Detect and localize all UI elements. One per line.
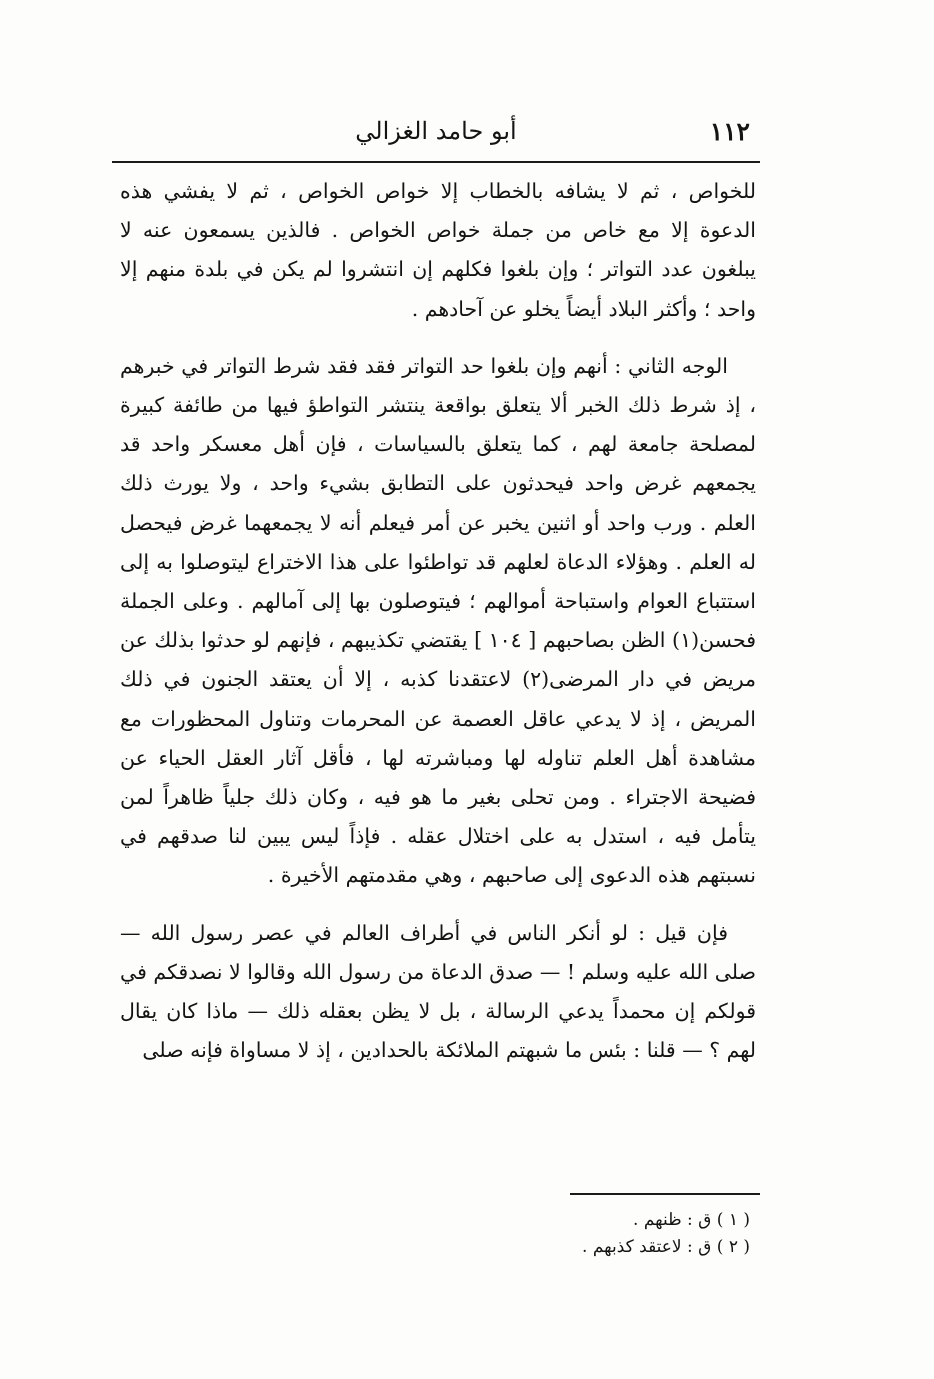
running-title: أبو حامد الغزالي [355, 117, 517, 145]
main-text [120, 172, 756, 1070]
paragraph-3: فإن قيل : لو أنكر الناس في أطراف العالم في عصر رسول الله — صلى الله عليه وسلم ! — صدق الدعاة من رسول الله وقالوا لا نصدقكم في قولكم إن محمداً يدعي الرسالة ، بل لا يظن بعقله ذلك — ماذا كان يقال لهم ؟ — قلنا : بئس ما شبهتم الملائكة بالحدادين ، إذ لا مساواة فإنه صلى [120, 920, 756, 1063]
footnote-divider [570, 1193, 760, 1195]
page-number: ١١٢ [709, 117, 750, 146]
footnote-2: ( ٢ ) ق : لاعتقد كذبهم . [582, 1237, 750, 1257]
header-divider [112, 161, 760, 163]
footnotes [420, 1207, 750, 1261]
paragraph-2: الوجه الثاني : أنهم وإن بلغوا حد التواتر فقد فقد شرط التواتر في خبرهم ، إذ شرط ذلك الخبر ألا يتعلق بواقعة ينتشر التواطؤ فيها من طائفة كبيرة لمصلحة جامعة لهم ، كما يتعلق بالسياسات ، فإن أهل معسكر واحد قد يجمعهم غرض واحد فيحدثون على التطابق بشيء واحد ، ولا يورث ذلك العلم . ورب واحد أو اثنين يخبر عن أمر فيعلم أنه لا يجمعهما غرض فيحصل له العلم . وهؤلاء الدعاة لعلهم قد تواطئوا على هذا الاختراع ليتوصلوا به إلى استتباع العوام واستباحة أموالهم ؛ فيتوصلون بها إلى آمالهم . وعلى الجملة فحسن(١) الظن بصاحبهم [ ١٠٤ ] يقتضي تكذيبهم ، فإنهم لو حدثوا بذلك عن مريض في دار المرضى(٢) لاعتقدنا كذبه ، إلا أن يعتقد الجنون في ذلك المريض ، إذ لا يدعي عاقل العصمة عن المحرمات وتناول المحظورات مع مشاهدة أهل العلم تناوله لها ومباشرته لها ، فأقل آثار العقل الحياء عن فضيحة الاجتراء . ومن تحلى بغير ما هو فيه ، وكان ذلك جلياً ظاهراً لمن يتأمل فيه ، استدل به على اختلال عقله . فإذاً ليس يبين لنا صدقهم في نسبتهم هذه الدعوى إلى صاحبهم ، وهي مقدمتهم الأخيرة . [120, 353, 757, 888]
page-header [112, 115, 760, 155]
paragraph-1: للخواص ، ثم لا يشافه بالخطاب إلا خواص الخواص ، ثم لا يفشي هذه الدعوة إلا مع خاص من جملة خواص الخواص . فالذين يسمعون عنه لا يبلغون عدد التواتر ؛ وإن بلغوا فكلهم إن انتشروا لم يكن في بلدة منهم إلا واحد ؛ وأكثر البلاد أيضاً يخلو عن آحادهم . [120, 179, 756, 321]
footnote-1: ( ١ ) ق : ظنهم . [633, 1210, 750, 1230]
